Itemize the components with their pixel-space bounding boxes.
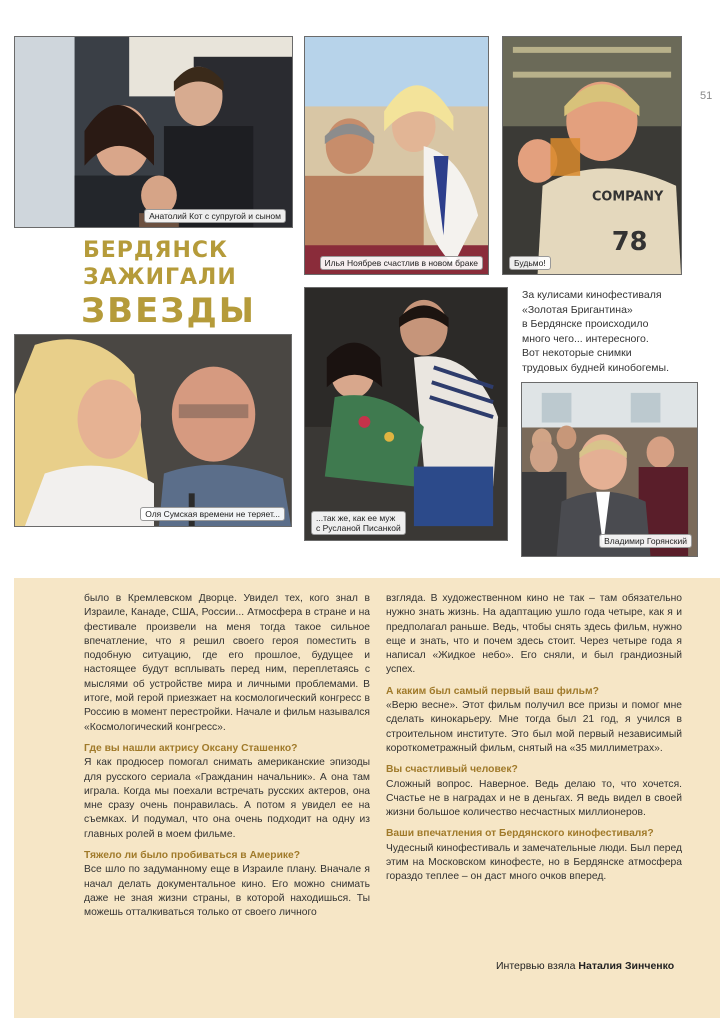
photo-beach-scene <box>305 37 488 274</box>
photo-olya-scene <box>15 335 291 526</box>
credit-prefix: Интервью взяла <box>496 960 576 972</box>
headline-line2: ЗАЖИГАЛИ <box>83 265 237 290</box>
photo-toast <box>502 36 682 275</box>
shirt-number-text: 78 <box>611 227 648 258</box>
lead-line: «Золотая Бригантина» <box>522 303 633 316</box>
article-paragraph: взгляда. В художественном кино не так – там обязательно нужно знать жизнь. На адаптацию ушло года четыре, как я и предполагал раньше. Ведь, чтобы снять здесь фильм, нужно еще и знать, что и почем здесь стоит. Через четыре года я написал «Жидкое небо». Его сняли, и был грандиозный успех. <box>386 593 682 676</box>
photo-olya <box>14 334 292 527</box>
photo-goryansky <box>521 382 698 557</box>
caption-party <box>311 511 406 535</box>
headline-line1: БЕРДЯНСК <box>83 238 228 263</box>
credit-name: Наталия Зинченко <box>578 960 675 972</box>
photo-toast-scene <box>503 37 681 274</box>
article-question: А каким был самый первый ваш фильм? <box>386 685 599 697</box>
photo-family-scene <box>15 37 292 227</box>
article-question: Тяжело ли было пробиваться в Америке? <box>84 850 301 862</box>
lead-line: трудовых будней кинобогемы. <box>522 361 669 374</box>
caption-goryansky: Владимир Горянский <box>599 534 692 548</box>
shirt-company-text: COMPANY <box>592 189 664 205</box>
lead-line: Вот некоторые снимки <box>522 347 632 359</box>
page-number: 51 <box>700 90 713 102</box>
article-question: Где вы нашли актрису Оксану Сташенко? <box>84 742 298 754</box>
photo-party-scene <box>305 288 507 540</box>
caption-party-line2: с Русланой Писанкой <box>316 523 401 533</box>
lead-text <box>522 288 692 375</box>
article-answer: Я как продюсер помогал снимать американские эпизоды для русского сериала «Гражданин начальник». А она там играла. Когда мы поехали встречать русских актеров, она мне сразу очень понравилась. А потом я увидел ее на съемках. И подумал, что она очень подходит на одну из главных ролей в моем фильме. <box>84 757 370 840</box>
article-column-right <box>386 592 682 885</box>
caption-beach: Илья Ноябрев счастлив в новом браке <box>320 256 484 270</box>
article-question: Вы счастливый человек? <box>386 764 518 776</box>
article-answer: «Верю весне». Этот фильм получил все призы и помог мне сделать кинокарьеру. Мне тогда был 21 год, я учился в строительном институте. Это был мой первый независимый короткометражный фильм, снятый на «35 миллиметрах». <box>386 700 682 754</box>
interview-credit <box>496 960 674 972</box>
article-paragraph: было в Кремлевском Дворце. Увидел тех, кого знал в Израиле, Канаде, США, России... Атмосфера в стране и на фестивале произвели на меня тогда такое сильное впечатление, что я решил своего героя поместить в подобную ситуацию, где его прошлое, будущее и настоящее будут всплывать перед ним, переплетаясь с мыслями об устройстве мира и личными проблемами. В итоге, мой герой приезжает на космологический конгресс в Россию в момент перестройки. Начале и фильм назывался «Космологический конгресс». <box>84 593 370 733</box>
article-question: Ваши впечатления от Бердянского кинофестиваля? <box>386 828 654 840</box>
headline-line3: ЗВЕЗДЫ <box>81 291 256 331</box>
photo-goryansky-scene <box>522 383 697 556</box>
article-answer: Чудесный кинофестиваль и замечательные люди. Был перед этим на Московском кинофесте, но в Бердянске атмосфера гораздо теплее – он даст много очков вперед. <box>386 842 682 883</box>
lead-line: За кулисами кинофестиваля <box>522 289 662 301</box>
article-answer: Все шло по задуманному еще в Израиле плану. Вначале я начал делать документальное кино. Его можно снимать даже не зная жизни страны, в которой находишься. Ты можешь отталкиваться только от своего личного <box>84 864 370 919</box>
article-answer: Сложный вопрос. Наверное. Ведь делаю то, что хочется. Счастье не в наградах и не в деньгах. Я ведь видел в своей жизни большое количество несчастных миллионеров. <box>386 778 682 819</box>
lead-line: в Бердянске происходило <box>522 318 649 330</box>
caption-olya: Оля Сумская времени не теряет... <box>140 507 285 521</box>
photo-beach <box>304 36 489 275</box>
caption-party-line1: ...так же, как ее муж <box>316 513 396 523</box>
caption-family: Анатолий Кот с супругой и сыном <box>144 209 286 223</box>
caption-toast: Будьмо! <box>509 256 551 270</box>
photo-party <box>304 287 508 541</box>
article-column-left <box>84 592 370 921</box>
photo-family <box>14 36 293 228</box>
lead-line: много чего... интересного. <box>522 332 649 345</box>
